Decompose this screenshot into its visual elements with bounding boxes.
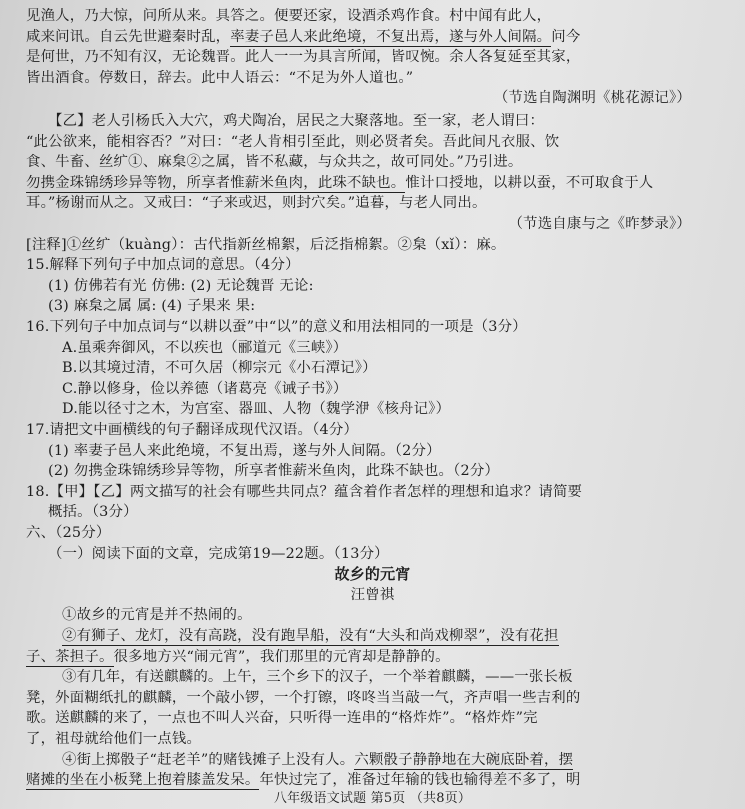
paragraph-1: ①故乡的元宵是并不热闹的。 bbox=[62, 607, 252, 624]
annotation-note: [注释]①丝纩（kuàng）：古代指新丝棉絮，后泛指棉絮。②枲（xǐ）：麻。 bbox=[26, 236, 506, 253]
text-line: 食、牛畜、丝纩①、麻枲②之属，皆不私藏，与众共之，故可同处。”乃引进。 bbox=[26, 154, 523, 171]
question-17-item-1: (1) 率妻子邑人来此绝境，不复出焉，遂与外人间隔。（2分） bbox=[48, 442, 441, 459]
question-18-cont: 概括。（3分） bbox=[48, 504, 138, 521]
paragraph-3-end: 了，祖母就给他们一点钱。 bbox=[26, 731, 202, 747]
paragraph-3: ③有几年，有送麒麟的。上午，三个乡下的汉子，一个举着麒麟，——一张长板 bbox=[62, 669, 573, 686]
text-line: 【乙】老人引杨氏入大穴，鸡犬陶冶，居民之大聚落地。至一家，老人谓曰： bbox=[48, 113, 545, 129]
text-line: 皆出酒食。停数日，辞去。此中人语云：“不足为外人道也。” bbox=[26, 69, 414, 86]
option-a: A.虽乘奔御风，不以疾也（郦道元《三峡》） bbox=[62, 339, 348, 356]
article-author: 汪曾祺 bbox=[350, 586, 395, 603]
paragraph-4-cont: 赌摊的坐在小板凳上抱着膝盖发呆。年快过完了，准备过年输的钱也输得差不多了，明 bbox=[26, 772, 581, 789]
option-d: D.能以径寸之木，为宫室、器皿、人物（魏学洢《核舟记》） bbox=[62, 401, 451, 418]
section-6-heading: 六、（25分） bbox=[26, 525, 111, 541]
underlined-sentence-2: 勿携金珠锦绣珍异等物，所享者惟薪米鱼肉，此珠不缺也。 bbox=[26, 174, 406, 191]
text-line: “此公欲来，能相容否？”对曰：“老人肯相引至此，则必贤者矣。吾此间凡衣服、饮 bbox=[26, 133, 560, 150]
question-15-items-2: (3) 麻枲之属 属: (4) 子果来 果: bbox=[48, 298, 256, 315]
text-line: 咸来问讯。自云先世避秦时乱，率妻子邑人来此绝境，不复出焉，遂与外人间隔。问今 bbox=[26, 28, 581, 45]
text-line: 见渔人，乃大惊，问所从来。具答之。便要还家，设酒杀鸡作食。村中闻有此人， bbox=[26, 8, 552, 24]
source-note: （节选自陶渊明《桃花源记》） bbox=[493, 90, 691, 107]
underlined-sentence-1: 率妻子邑人来此绝境，不复出焉，遂与外人间隔。 bbox=[230, 28, 552, 45]
source-note: （节选自康与之《昨梦录》） bbox=[508, 216, 691, 232]
page-footer: 八年级语文试题 第5页 （共8页） bbox=[273, 791, 472, 806]
text-line: 勿携金珠锦绣珍异等物，所享者惟薪米鱼肉，此珠不缺也。惟计口授地，以耕以蚕，不可取食于人 bbox=[26, 174, 654, 191]
question-16: 16.下列句子中加点词与“以耕以蚕”中“以”的意义和用法相同的一项是（3分） bbox=[26, 319, 527, 335]
paragraph-2-cont: 子、茶担子。很多地方兴“闹元宵”，我们那里的元宵却是静静的。 bbox=[26, 648, 450, 665]
question-15: 15.解释下列句子中加点词的意思。（4分） bbox=[26, 257, 300, 274]
text-line: 耳。”杨谢而从之。又戒曰：“子来或迟，则封穴矣。”追暮，与老人同出。 bbox=[26, 195, 487, 212]
question-17-item-2: (2) 勿携金珠锦绣珍异等物，所享者惟薪米鱼肉，此珠不缺也。（2分） bbox=[48, 463, 500, 480]
paragraph-3-cont: 凳，外面糊纸扎的麒麟，一个敲小锣，一个打镲，咚咚当当敲一气，齐声唱一些吉利的 bbox=[26, 689, 581, 706]
question-17: 17.请把文中画横线的句子翻译成现代汉语。（4分） bbox=[26, 422, 359, 438]
article-title: 故乡的元宵 bbox=[334, 565, 411, 584]
question-15-items-1: (1) 仿佛若有光 仿佛: (2) 无论魏晋 无论: bbox=[48, 277, 314, 294]
option-c: C.静以修身，俭以养德（诸葛亮《诫子书》） bbox=[62, 380, 348, 397]
option-b: B.以其境过清，不可久居（柳宗元《小石潭记》） bbox=[62, 360, 377, 377]
text-line: 是何世，乃不知有汉，无论魏晋。此人一一为具言所闻，皆叹惋。余人各复延至其家， bbox=[26, 49, 581, 66]
paragraph-3-cont: 歌。送麒麟的来了，一点也不叫人兴奋，只听得一连串的“格炸炸”。“格炸炸”完 bbox=[26, 710, 538, 727]
paragraph-4: ④街上掷骰子“赶老羊”的赌钱摊子上没有人。六颗骰子静静地在大碗底卧着，摆 bbox=[62, 751, 574, 768]
question-18: 18.【甲】【乙】两文描写的社会有哪些共同点？蕴含着作者怎样的理想和追求？请简要 bbox=[26, 483, 583, 500]
section-6-instruction: （一）阅读下面的文章，完成第19—22题。（13分） bbox=[48, 545, 389, 562]
paragraph-2: ②有狮子、龙灯，没有高跷，没有跑旱船，没有“大头和尚戏柳翠”，没有花担 bbox=[62, 628, 559, 644]
